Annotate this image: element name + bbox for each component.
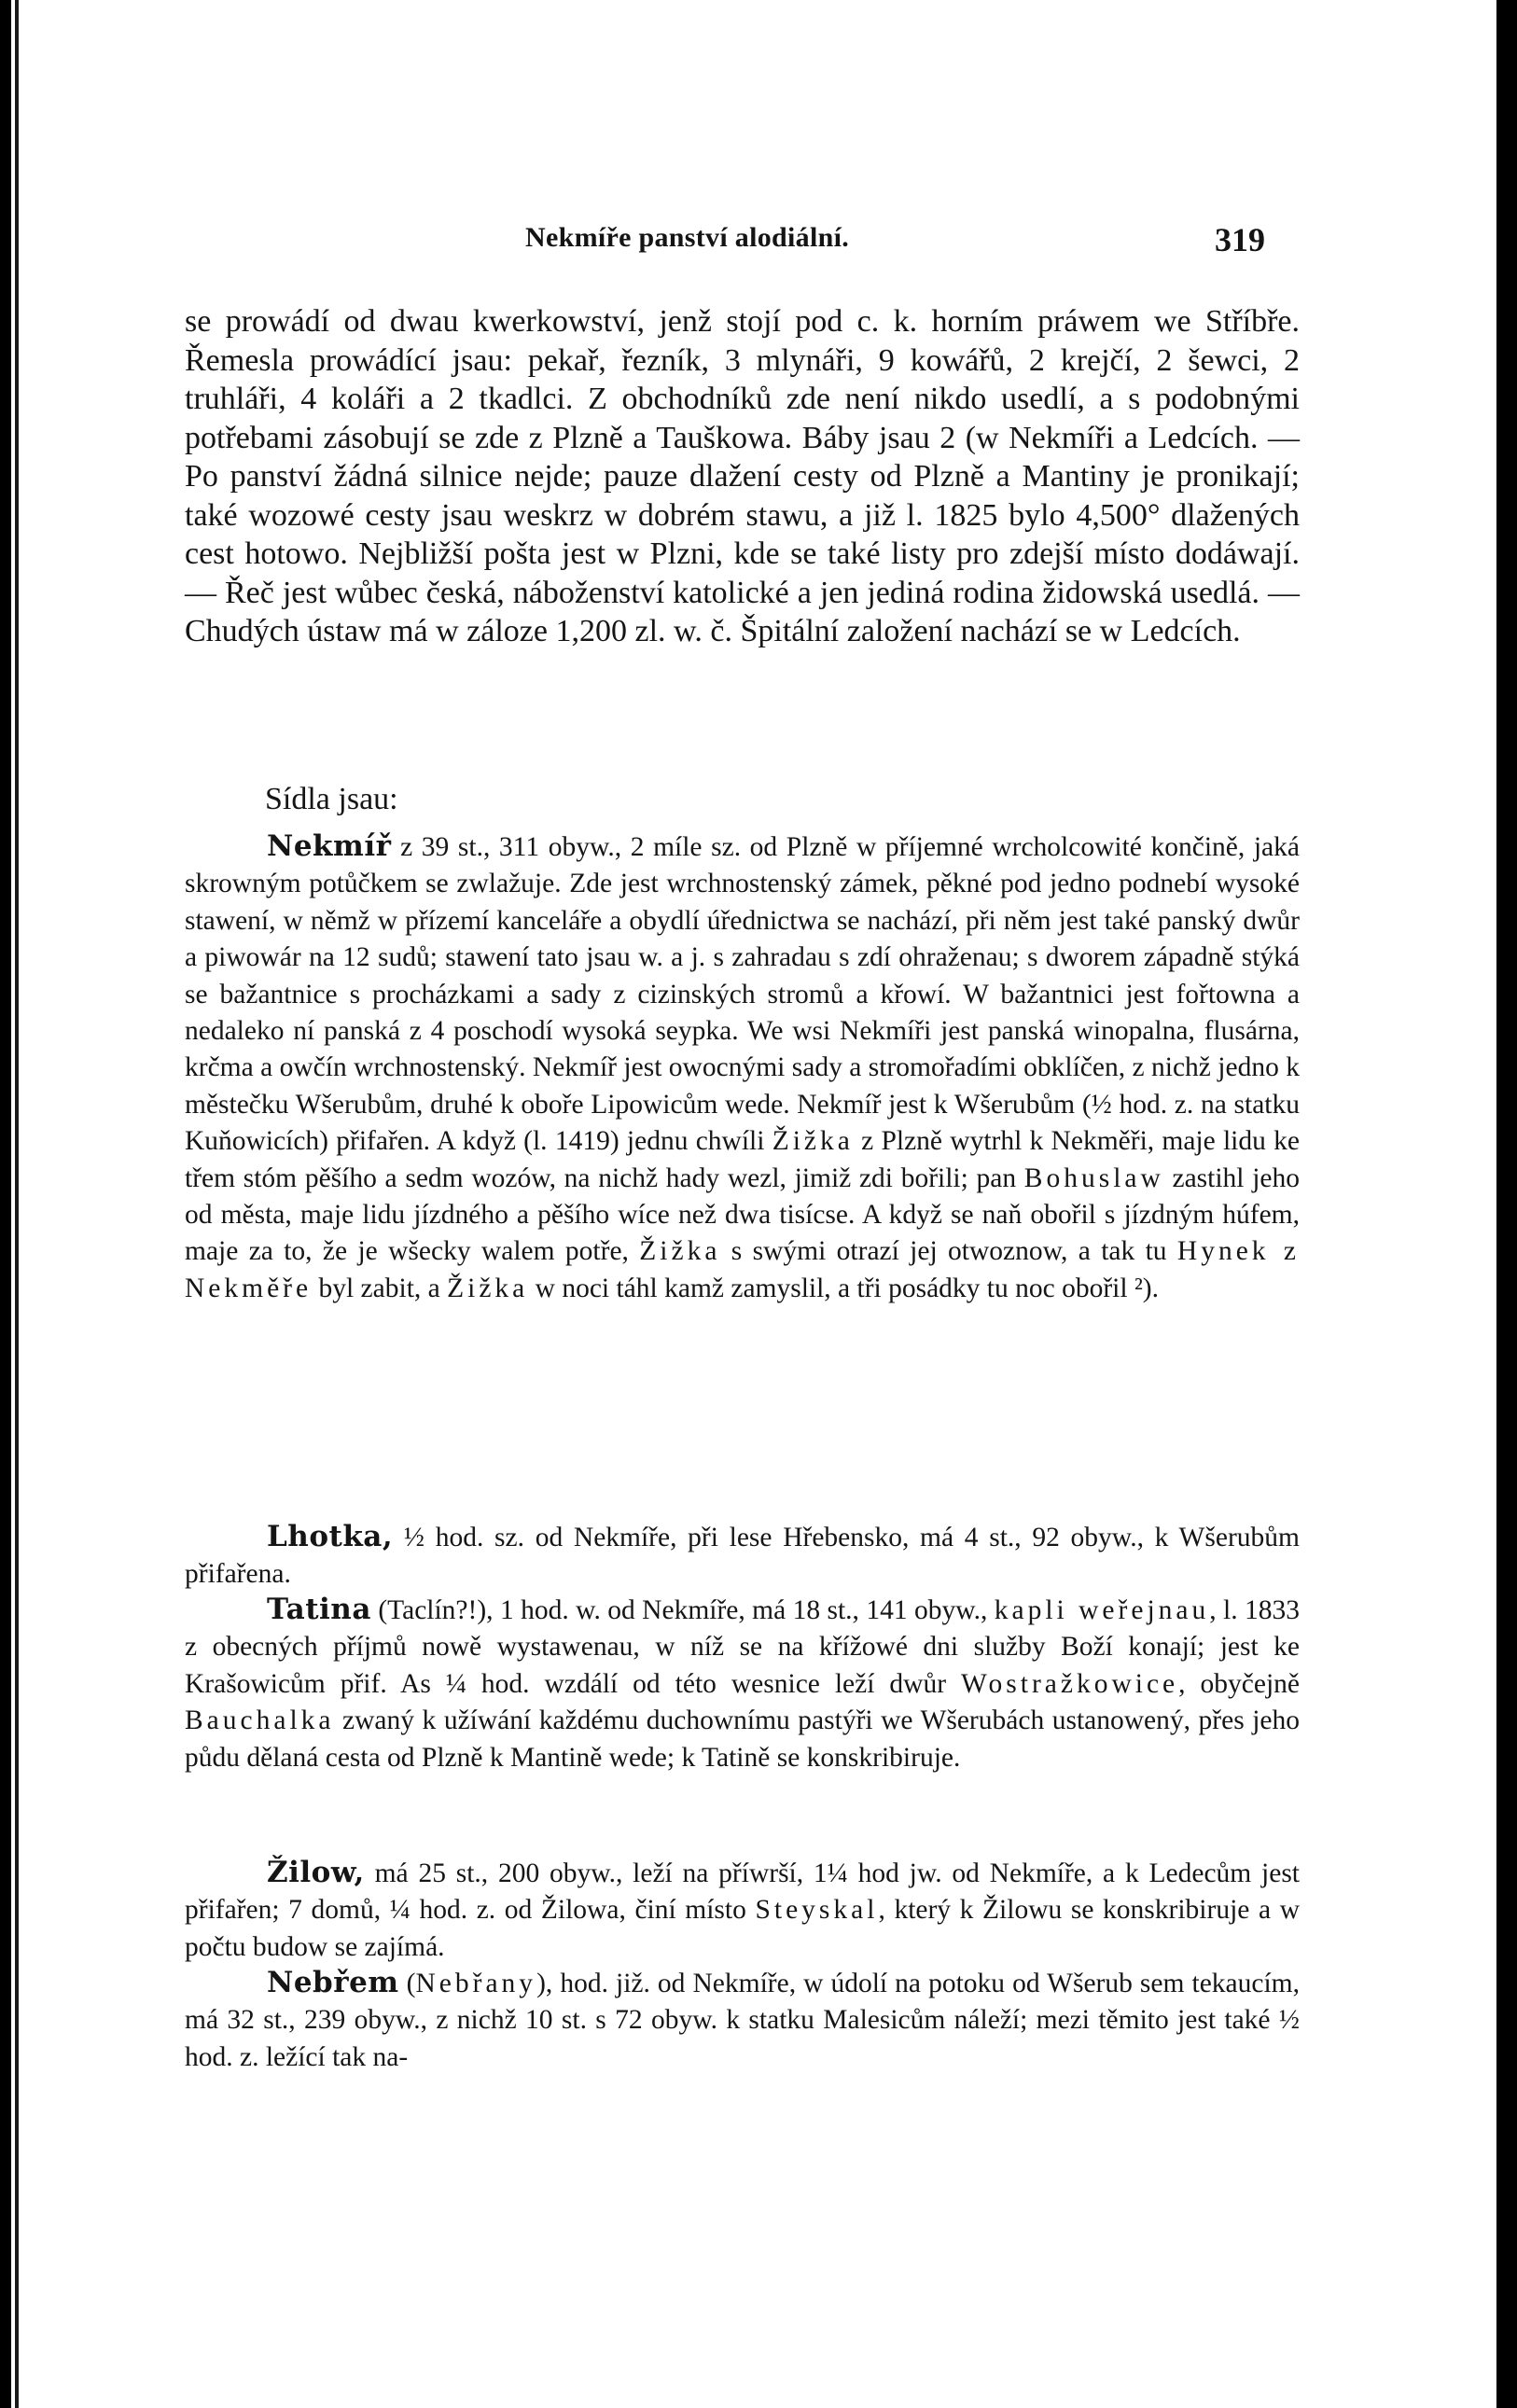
spaced-name: Steyskal: [755, 1895, 879, 1926]
entry-name-tatina: Tatina: [267, 1593, 371, 1626]
scan-gutter-line: [15, 0, 19, 2408]
entry-name-lhotka: Lhotka,: [267, 1520, 394, 1553]
spaced-name: Žižka: [447, 1273, 529, 1303]
intro-paragraph: [185, 302, 1300, 651]
entry-zilow: [185, 1855, 1300, 1966]
scanned-page: [11, 0, 1496, 2408]
spaced-name: Wostražkowice: [961, 1668, 1179, 1699]
entry-name-zilow: Žilow,: [267, 1856, 365, 1889]
entry-text: z 39 st., 311 obyw., 2 míle sz. od Plzně w příjemné wrcholcowité končině, jaká skrowným potůčkem se zwlažuje. Zde jest wrchnostenský zámek, pěkné pod jedno podnebí wysoké stawení, w němž w přízemí kanceláře a obydlí úřednictwa se nachází, při něm jest také panský dwůr a piwowár na 12 sudů; stawení tato jsau w. a j. s zahradau s zdí ohraženau; s dworem západně stýká se bažantnice s procházkami a sady z cizinských stromů a křowí. W bažantnici jest fořtowna a nedaleko ní panská z 4 poschodí wysoká seypka. We wsi Nekmíři jest panská winopalna, flusárna, krčma a owčín wrchnostenský. Nekmíř jest owocnými sady a stromořadími obklíčen, z nichž jedno k městečku Wšerubům, druhé k oboře Lipowicům wede. Nekmíř jest k Wšerubům (½ hod. z. na statku Kuňowicích) přifařen. A když (l. 1419) jednu chwíli: [185, 832, 1300, 1157]
intro-text: se prowádí od dwau kwerkowství, jenž stojí pod c. k. horním práwem we Stříbře. Řemesla prowádící jsau: pekař, řezník, 3 mlynáři, 9 kowářů, 2 krejčí, 2 šewci, 2 truhláři, 4 koláři a 2 tkadlci. Z obchodníků zde není nikdo usedlí, a s podobnými potřebami zásobují se zde z Plzně a Tauškowa. Báby jsau 2 (w Nekmíři a Ledcích. — Po panství žádná silnice nejde; pauze dlažení cesty od Plzně a Mantiny je pronikají; také wozowé cesty jsau weskrz w dobrém stawu, a již l. 1825 bylo 4,500° dlažených cest hotowo. Nejbližší pošta jest w Plzni, kde se také listy pro zdejší místo dodáwají. — Řeč jest wůbec česká, náboženství katolické a jen jediná rodina židowská usedlá. — Chudých ústaw má w záloze 1,200 zl. w. č. Špitální založení nachází se w Ledcích.: [185, 304, 1300, 648]
entry-text: s swými otrazí jej otwoznow, a tak tu: [720, 1236, 1177, 1267]
entry-lhotka: [185, 1519, 1300, 1594]
entry-text: , který k Žilowu se konskribiruje a w počtu budow se zajímá.: [185, 1895, 1300, 1962]
spaced-name: Hynek z Nekměře: [185, 1236, 1301, 1303]
entry-text: zwaný k užíwání každému duchownímu pastýři we Wšerubách ustanowený, přes jeho půdu dělaná cesta od Plzně k Mantině wede; k Tatině se konskribiruje.: [185, 1705, 1300, 1773]
entry-name-nekmir: Nekmíř: [267, 829, 392, 863]
spaced-name: Bauchalka: [185, 1705, 335, 1736]
entry-text: má 25 st., 200 obyw., leží na příwrší, 1¼ hod jw. od Nekmíře, a k Ledecům jest přifařen; 7 domů, ¼ hod. z. od Žilowa, činí místo: [185, 1858, 1300, 1926]
settlements-heading: Sídla jsau:: [265, 782, 398, 816]
entry-text: byl zabit, a: [312, 1273, 448, 1303]
spaced-name: Žižka: [772, 1126, 854, 1157]
entry-text: (: [398, 1969, 416, 1998]
entry-tatina: [185, 1592, 1300, 1776]
entry-name-nebrem: Nebřem: [267, 1966, 399, 1999]
entry-text: w noci táhl kamž zamyslil, a tři posádky tu noc obořil ²).: [528, 1273, 1159, 1303]
entry-text: , l. 1833 z obecných příjmů nowě wystawenau, w níž se na křížowé dni služby Boží konají; jest ke Krašowicům přif. As ¼ hod. wzdálí od této wesnice leží dwůr: [185, 1595, 1300, 1699]
page-header-title: Nekmíře panství alodiální.: [525, 222, 849, 253]
entry-text: ), hod. již. od Nekmíře, w údolí na potoku od Wšerub sem tekaucím, má 32 st., 239 obyw., z nichž 10 st. s 72 obyw. k statku Malesicům náleží; mezi těmito jest také ½ hod. z. ležící tak na-: [185, 1969, 1300, 2072]
page-number: 319: [1215, 221, 1265, 258]
entry-text: z Plzně wytrhl k Nekměři, maje lidu ke třem stóm pěšího a sedm wozów, na nichž hady wezl, jimiž zdi bořili; pan: [185, 1126, 1300, 1193]
entry-nebrem: [185, 1965, 1300, 2076]
entry-text: (Taclín?!), 1 hod. w. od Nekmíře, má 18 st., 141 obyw.,: [370, 1595, 995, 1625]
entry-text: zastihl jeho od města, maje lidu jízdného a pěšího wíce než dwa tisícse. A když se naň obořil s jízdným húfem, maje za to, že je wšecky walem potře,: [185, 1162, 1300, 1267]
entry-nekmir: [185, 828, 1300, 1307]
entry-text: ½ hod. sz. od Nekmíře, při lese Hřebensko, má 4 st., 92 obyw., k Wšerubům přifařena.: [185, 1523, 1300, 1590]
spaced-name: kapli weřejnau: [994, 1595, 1210, 1625]
spaced-name: Žižka: [639, 1236, 721, 1267]
entry-text: , obyčejně: [1178, 1668, 1300, 1699]
spaced-name: Nebřany: [415, 1969, 537, 1998]
spaced-name: Bohuslaw: [1023, 1162, 1164, 1193]
